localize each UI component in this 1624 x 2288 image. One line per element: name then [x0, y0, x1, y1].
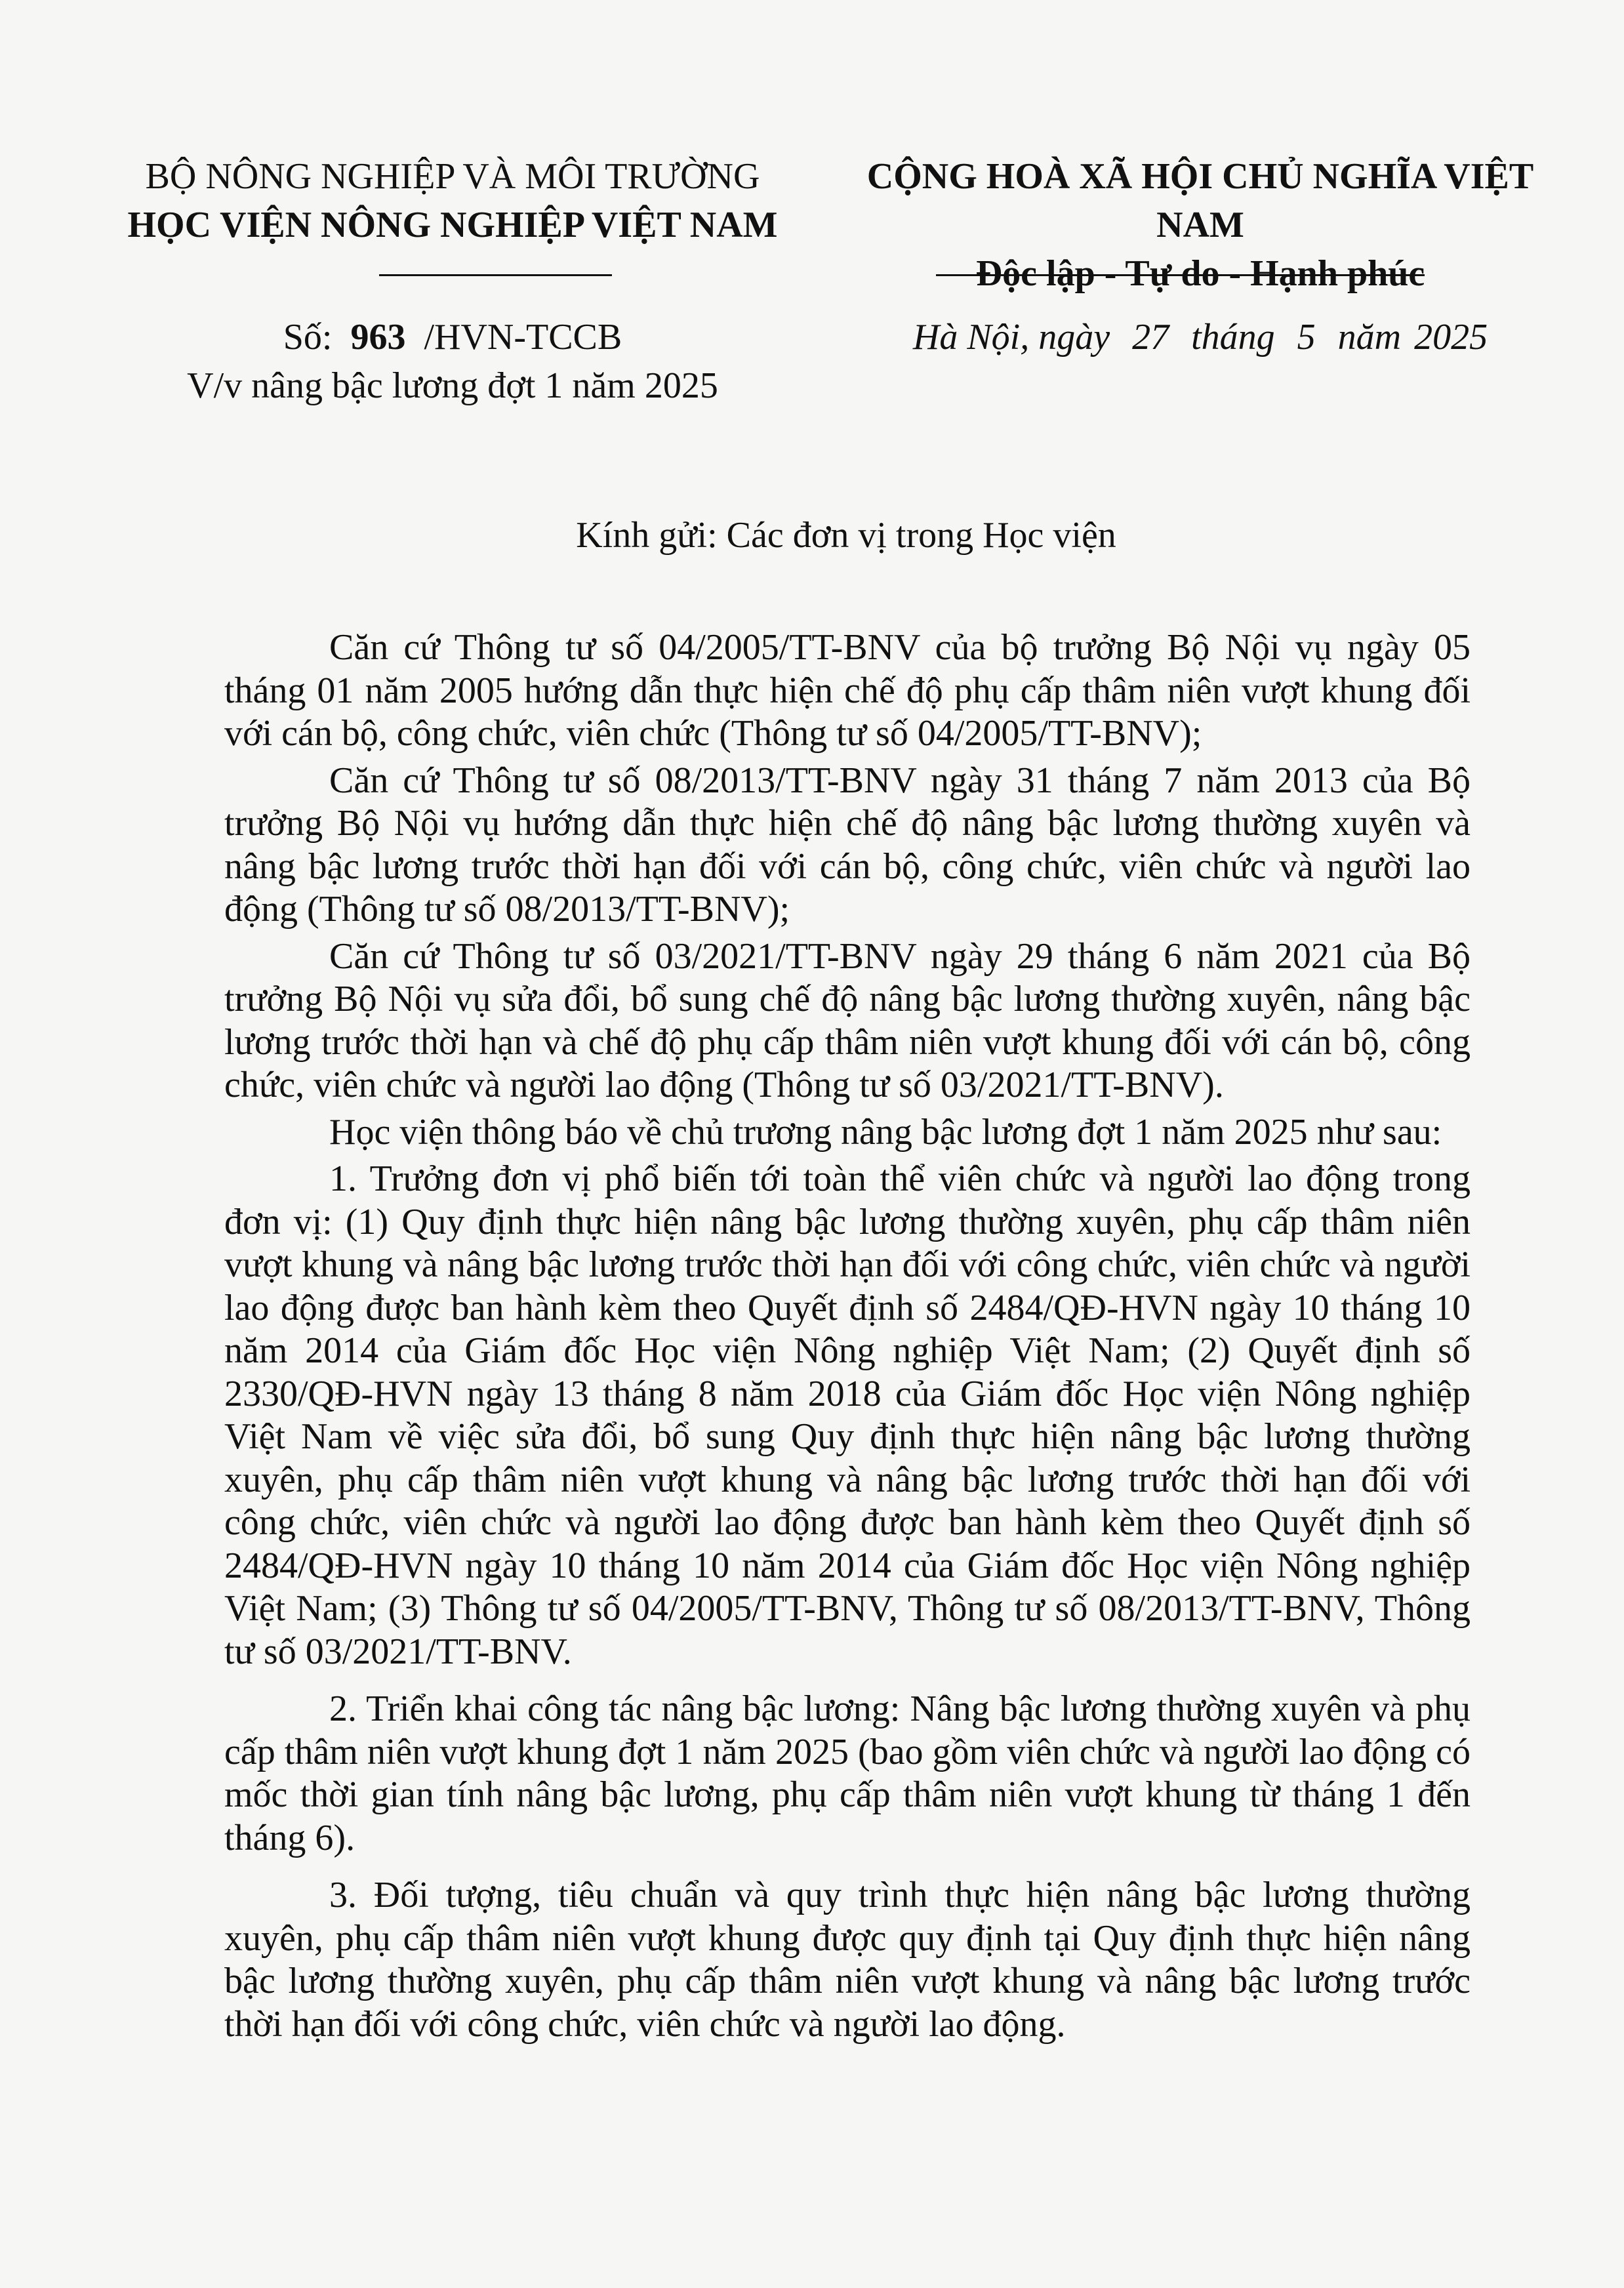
date-day: 27 — [1132, 317, 1169, 358]
ministry-name: BỘ NÔNG NGHIỆP VÀ MÔI TRƯỜNG — [145, 156, 760, 197]
date-year: 2025 — [1414, 317, 1488, 358]
motto-underline — [936, 274, 1425, 276]
body-paragraph: Căn cứ Thông tư số 08/2013/TT-BNV ngày 31 tháng 7 năm 2013 của Bộ trưởng Bộ Nội vụ hướng dẫn thực hiện chế độ nâng bậc lương thường xuyên và nâng bậc lương trước thời hạn đối với cán bộ, công chức, viên chức và người lao động (Thông tư số 08/2013/TT-BNV); — [224, 760, 1471, 929]
body-paragraph: Căn cứ Thông tư số 04/2005/TT-BNV của bộ trưởng Bộ Nội vụ ngày 05 tháng 01 năm 2005 hướng dẫn thực hiện chế độ phụ cấp thâm niên vượt khung đối với cán bộ, công chức, viên chức (Thông tư số 04/2005/TT-BNV); — [224, 627, 1471, 754]
document-subject: V/v nâng bậc lương đợt 1 năm 2025 — [187, 365, 718, 406]
document-date — [833, 314, 1568, 361]
number-code: /HVN-TCCB — [424, 317, 622, 358]
number-label: Số: — [283, 317, 333, 358]
date-month: 5 — [1297, 317, 1316, 358]
country-name: CỘNG HOÀ XÃ HỘI CHỦ NGHĨA VIỆT NAM — [866, 156, 1534, 245]
institution-name: HỌC VIỆN NÔNG NGHIỆP VIỆT NAM — [127, 205, 778, 245]
issuer-block — [118, 152, 787, 249]
addressee-line: Kính gửi: Các đơn vị trong Học viện — [576, 515, 1116, 556]
national-motto: Độc lập - Tự do - Hạnh phúc — [975, 253, 1425, 294]
document-body — [224, 626, 1471, 2050]
date-month-label: tháng — [1191, 317, 1275, 358]
body-paragraph: Học viện thông báo về chủ trương nâng bậc lương đợt 1 năm 2025 như sau: — [329, 1111, 1442, 1153]
body-paragraph: 2. Triển khai công tác nâng bậc lương: Nâng bậc lương thường xuyên và phụ cấp thâm niên vượt khung đợt 1 năm 2025 (bao gồm viên chức và người lao động có mốc thời gian tính nâng bậc lương, phụ cấp thâm niên vượt khung từ tháng 1 đến tháng 6). — [224, 1688, 1471, 1858]
body-paragraph: 3. Đối tượng, tiêu chuẩn và quy trình thực hiện nâng bậc lương thường xuyên, phụ cấp thâm niên vượt khung được quy định tại Quy định thực hiện nâng bậc lương thường xuyên, phụ cấp thâm niên vượt khung và nâng bậc lương trước thời hạn đối với công chức, viên chức và người lao động. — [224, 1875, 1471, 2045]
issuer-underline — [379, 274, 612, 276]
body-paragraph: Căn cứ Thông tư số 03/2021/TT-BNV ngày 29 tháng 6 năm 2021 của Bộ trưởng Bộ Nội vụ sửa đổi, bổ sung chế độ nâng bậc lương thường xuyên, nâng bậc lương trước thời hạn và chế độ phụ cấp thâm niên vượt khung đối với cán bộ, công chức, viên chức và người lao động (Thông tư số 03/2021/TT-BNV). — [224, 935, 1471, 1105]
body-paragraph: 1. Trưởng đơn vị phổ biến tới toàn thể viên chức và người lao động trong đơn vị: (1) Quy định thực hiện nâng bậc lương thường xuyên, phụ cấp thâm niên vượt khung và nâng bậc lương trước thời hạn đối với công chức, viên chức và người lao động được ban hành kèm theo Quyết định số 2484/QĐ-HVN ngày 10 tháng 10 năm 2014 của Giám đốc Học viện Nông nghiệp Việt Nam; (2) Quyết định số 2330/QĐ-HVN ngày 13 tháng 8 năm 2018 của Giám đốc Học viện Nông nghiệp Việt Nam về việc sửa đổi, bổ sung Quy định thực hiện nâng bậc lương thường xuyên, phụ cấp thâm niên vượt khung và nâng bậc lương trước thời hạn đối với công chức, viên chức và người lao động được ban hành kèm theo Quyết định số 2484/QĐ-HVN ngày 10 tháng 10 năm 2014 của Giám đốc Học viện Nông nghiệp Việt Nam; (3) Thông tư số 04/2005/TT-BNV, Thông tư số 08/2013/TT-BNV, Thông tư số 03/2021/TT-BNV. — [224, 1158, 1471, 1672]
date-prefix: Hà Nội, ngày — [912, 317, 1110, 358]
document-number — [118, 314, 787, 361]
date-year-label: năm — [1337, 317, 1402, 358]
number-value: 963 — [350, 317, 406, 358]
